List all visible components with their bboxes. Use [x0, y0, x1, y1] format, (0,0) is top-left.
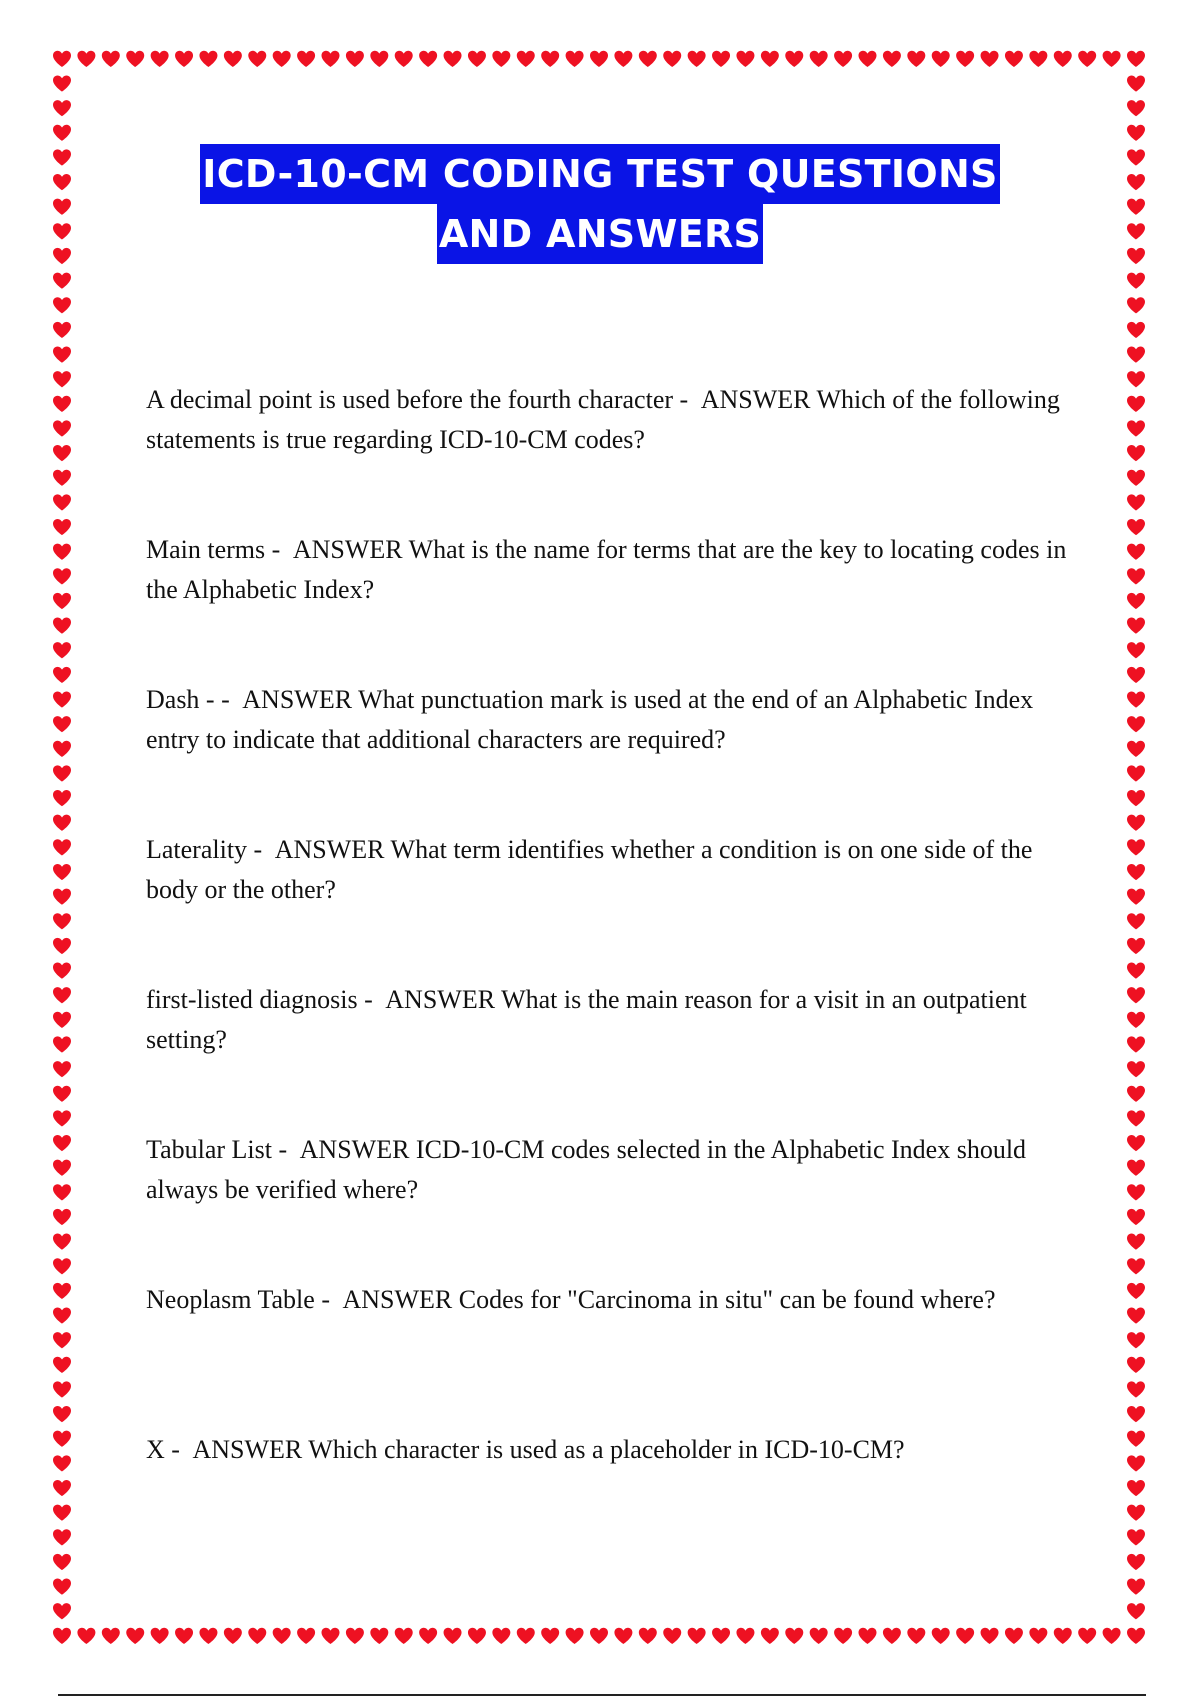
heart-icon	[53, 815, 71, 831]
heart-icon	[1127, 75, 1145, 91]
heart-icon	[1127, 889, 1145, 905]
qa-item	[146, 380, 1076, 460]
heart-icon	[1127, 1455, 1145, 1471]
heart-icon	[1029, 1628, 1047, 1644]
answer-label: ANSWER	[274, 835, 385, 864]
heart-icon	[1127, 470, 1145, 486]
heart-icon	[663, 51, 681, 67]
heart-icon	[1127, 1603, 1145, 1619]
heart-icon	[53, 445, 71, 461]
heart-icon	[53, 839, 71, 855]
heart-icon	[956, 51, 974, 67]
heart-icon	[53, 691, 71, 707]
heart-icon	[53, 1628, 71, 1644]
heart-icon	[1127, 1529, 1145, 1545]
heart-icon	[1127, 125, 1145, 141]
heart-icon	[810, 51, 828, 67]
heart-icon	[53, 987, 71, 1003]
heart-icon	[1078, 1628, 1096, 1644]
heart-icon	[1127, 1554, 1145, 1570]
heart-icon	[224, 51, 242, 67]
answer-label: ANSWER	[292, 535, 403, 564]
qa-term: Laterality -	[146, 835, 263, 864]
qa-item	[146, 1130, 1076, 1210]
heart-icon	[1127, 741, 1145, 757]
heart-icon	[53, 1381, 71, 1397]
qa-question: Codes for "Carcinoma in situ" can be found where?	[458, 1285, 996, 1314]
heart-icon	[53, 1603, 71, 1619]
heart-icon	[53, 1431, 71, 1447]
qa-item	[146, 1430, 1076, 1470]
heart-icon	[77, 1628, 95, 1644]
heart-icon	[1127, 568, 1145, 584]
heart-icon	[1127, 1628, 1145, 1644]
heart-icon	[53, 1283, 71, 1299]
heart-icon	[175, 51, 193, 67]
heart-icon	[322, 1628, 340, 1644]
heart-icon	[1127, 667, 1145, 683]
heart-icon	[297, 51, 315, 67]
heart-icon	[1127, 1184, 1145, 1200]
heart-icon	[590, 1628, 608, 1644]
heart-icon	[370, 51, 388, 67]
heart-icon	[1127, 839, 1145, 855]
heart-icon	[932, 51, 950, 67]
title-line-2: AND ANSWERS	[437, 204, 763, 264]
heart-icon	[322, 51, 340, 67]
heart-icon	[175, 1628, 193, 1644]
heart-icon	[248, 51, 266, 67]
heart-icon	[1127, 1110, 1145, 1126]
heart-icon	[517, 1628, 535, 1644]
heart-icon	[1127, 297, 1145, 313]
heart-icon	[1127, 1012, 1145, 1028]
heart-icon	[736, 51, 754, 67]
heart-icon	[53, 1529, 71, 1545]
answer-label: ANSWER	[700, 385, 811, 414]
heart-icon	[883, 51, 901, 67]
heart-icon	[444, 1628, 462, 1644]
heart-icon	[1127, 593, 1145, 609]
heart-icon	[53, 371, 71, 387]
heart-icon	[1054, 1628, 1072, 1644]
qa-item	[146, 680, 1076, 760]
heart-icon	[53, 642, 71, 658]
heart-icon	[1127, 642, 1145, 658]
heart-icon	[785, 1628, 803, 1644]
answer-label: ANSWER	[192, 1435, 303, 1464]
heart-icon	[1127, 519, 1145, 535]
qa-term: A decimal point is used before the fourth character -	[146, 385, 689, 414]
heart-icon	[444, 51, 462, 67]
qa-item	[146, 980, 1076, 1060]
heart-icon	[761, 1628, 779, 1644]
qa-question: Which of the following statements is true regarding ICD-10-CM codes?	[146, 385, 1060, 454]
heart-icon	[785, 51, 803, 67]
heart-icon	[1127, 420, 1145, 436]
heart-icon	[1127, 1036, 1145, 1052]
heart-icon	[1127, 1480, 1145, 1496]
heart-icon	[53, 51, 71, 67]
heart-icon	[346, 51, 364, 67]
heart-icon	[102, 1628, 120, 1644]
qa-item	[146, 530, 1076, 610]
heart-icon	[1005, 1628, 1023, 1644]
heart-icon	[566, 51, 584, 67]
heart-icon	[53, 1036, 71, 1052]
heart-icon	[1127, 963, 1145, 979]
heart-icon	[248, 1628, 266, 1644]
qa-question: Which character is used as a placeholder in ICD-10-CM?	[308, 1435, 905, 1464]
heart-icon	[468, 51, 486, 67]
heart-icon	[53, 1554, 71, 1570]
qa-question: What punctuation mark is used at the end of an Alphabetic Index entry to indicate that additional characters are required?	[146, 685, 1034, 754]
heart-icon	[395, 1628, 413, 1644]
heart-icon	[1127, 445, 1145, 461]
heart-icon	[1127, 618, 1145, 634]
heart-icon	[1127, 51, 1145, 67]
heart-icon	[53, 1086, 71, 1102]
heart-icon	[761, 51, 779, 67]
heart-icon	[1127, 1061, 1145, 1077]
heart-icon	[1127, 815, 1145, 831]
heart-icon	[1127, 1505, 1145, 1521]
heart-icon	[53, 420, 71, 436]
heart-icon	[688, 51, 706, 67]
qa-question: ICD-10-CM codes selected in the Alphabetic Index should always be verified where?	[146, 1135, 1027, 1204]
heart-icon	[907, 1628, 925, 1644]
heart-icon	[639, 1628, 657, 1644]
heart-icon	[102, 51, 120, 67]
heart-icon	[932, 1628, 950, 1644]
heart-icon	[53, 1505, 71, 1521]
qa-term: first-listed diagnosis -	[146, 985, 373, 1014]
heart-icon	[468, 1628, 486, 1644]
heart-icon	[53, 396, 71, 412]
heart-icon	[1127, 494, 1145, 510]
heart-icon	[688, 1628, 706, 1644]
answer-label: ANSWER	[342, 1285, 453, 1314]
heart-icon	[1127, 100, 1145, 116]
heart-icon	[981, 1628, 999, 1644]
heart-icon	[53, 618, 71, 634]
heart-icon	[541, 1628, 559, 1644]
heart-icon	[712, 1628, 730, 1644]
qa-term: Main terms -	[146, 535, 281, 564]
answer-label: ANSWER	[385, 985, 496, 1014]
heart-icon	[199, 1628, 217, 1644]
answer-label: ANSWER	[299, 1135, 410, 1164]
heart-icon	[517, 51, 535, 67]
heart-icon	[981, 51, 999, 67]
heart-icon	[1127, 864, 1145, 880]
heart-icon	[907, 51, 925, 67]
heart-icon	[53, 1307, 71, 1323]
heart-icon	[53, 913, 71, 929]
heart-icon	[53, 519, 71, 535]
heart-icon	[834, 51, 852, 67]
heart-icon	[53, 273, 71, 289]
heart-icon	[126, 1628, 144, 1644]
heart-icon	[1127, 1283, 1145, 1299]
heart-icon	[1127, 913, 1145, 929]
heart-icon	[53, 322, 71, 338]
heart-icon	[53, 1184, 71, 1200]
heart-icon	[712, 51, 730, 67]
heart-icon	[53, 1258, 71, 1274]
heart-icon	[614, 1628, 632, 1644]
heart-icon	[151, 1628, 169, 1644]
heart-icon	[834, 1628, 852, 1644]
qa-item	[146, 830, 1076, 910]
heart-icon	[199, 51, 217, 67]
heart-icon	[1103, 1628, 1121, 1644]
heart-icon	[53, 938, 71, 954]
heart-icon	[1127, 1234, 1145, 1250]
heart-icon	[859, 1628, 877, 1644]
heart-icon	[614, 51, 632, 67]
heart-icon	[224, 1628, 242, 1644]
heart-icon	[1127, 1381, 1145, 1397]
heart-icon	[1127, 1160, 1145, 1176]
heart-icon	[1127, 1332, 1145, 1348]
heart-icon	[53, 889, 71, 905]
heart-icon	[1127, 1357, 1145, 1373]
heart-icon	[346, 1628, 364, 1644]
qa-question: What is the name for terms that are the key to locating codes in the Alphabetic Index?	[146, 535, 1067, 604]
heart-icon	[1127, 1209, 1145, 1225]
heart-icon	[53, 1579, 71, 1595]
heart-icon	[53, 494, 71, 510]
heart-icon	[53, 790, 71, 806]
heart-icon	[53, 667, 71, 683]
heart-icon	[53, 297, 71, 313]
qa-question: What term identifies whether a condition is on one side of the body or the other?	[146, 835, 1033, 904]
qa-term: Tabular List -	[146, 1135, 288, 1164]
heart-icon	[1127, 691, 1145, 707]
heart-icon	[1054, 51, 1072, 67]
heart-icon	[53, 1332, 71, 1348]
heart-icon	[1078, 51, 1096, 67]
heart-icon	[53, 470, 71, 486]
heart-icon	[53, 1061, 71, 1077]
heart-icon	[1127, 938, 1145, 954]
heart-icon	[395, 51, 413, 67]
heart-icon	[53, 1135, 71, 1151]
heart-icon	[1127, 322, 1145, 338]
heart-icon	[53, 1160, 71, 1176]
heart-icon	[53, 1209, 71, 1225]
heart-icon	[1005, 51, 1023, 67]
title-line-1: ICD-10-CM CODING TEST QUESTIONS	[200, 144, 999, 204]
heart-icon	[492, 1628, 510, 1644]
qa-question: What is the main reason for a visit in an outpatient setting?	[146, 985, 1027, 1054]
heart-icon	[1127, 544, 1145, 560]
heart-icon	[1127, 371, 1145, 387]
heart-icon	[53, 1480, 71, 1496]
answer-label: ANSWER	[242, 685, 353, 714]
heart-icon	[956, 1628, 974, 1644]
heart-icon	[1127, 1406, 1145, 1422]
heart-icon	[419, 1628, 437, 1644]
heart-icon	[1103, 51, 1121, 67]
heart-icon	[53, 741, 71, 757]
heart-icon	[492, 51, 510, 67]
heart-icon	[1127, 716, 1145, 732]
heart-icon	[53, 1406, 71, 1422]
heart-icon	[663, 1628, 681, 1644]
heart-icon	[53, 1455, 71, 1471]
heart-icon	[53, 1357, 71, 1373]
heart-icon	[883, 1628, 901, 1644]
heart-icon	[1127, 987, 1145, 1003]
heart-icon	[53, 593, 71, 609]
heart-icon	[126, 51, 144, 67]
heart-icon	[541, 51, 559, 67]
heart-icon	[1127, 765, 1145, 781]
heart-icon	[639, 51, 657, 67]
heart-icon	[53, 544, 71, 560]
heart-icon	[53, 864, 71, 880]
qa-term: Dash - -	[146, 685, 230, 714]
heart-icon	[273, 1628, 291, 1644]
bottom-rule	[58, 1694, 1146, 1696]
heart-icon	[53, 1234, 71, 1250]
heart-icon	[566, 1628, 584, 1644]
heart-icon	[590, 51, 608, 67]
heart-icon	[53, 963, 71, 979]
heart-icon	[419, 51, 437, 67]
qa-term: X -	[146, 1435, 180, 1464]
heart-icon	[859, 51, 877, 67]
heart-icon	[1127, 790, 1145, 806]
heart-icon	[810, 1628, 828, 1644]
heart-icon	[1127, 273, 1145, 289]
heart-icon	[53, 346, 71, 362]
heart-icon	[53, 75, 71, 91]
document-title	[0, 144, 1200, 264]
heart-icon	[53, 100, 71, 116]
heart-icon	[53, 125, 71, 141]
heart-icon	[370, 1628, 388, 1644]
heart-icon	[1127, 1307, 1145, 1323]
heart-icon	[1127, 346, 1145, 362]
heart-icon	[1127, 396, 1145, 412]
heart-icon	[736, 1628, 754, 1644]
qa-term: Neoplasm Table -	[146, 1285, 330, 1314]
heart-icon	[273, 51, 291, 67]
heart-icon	[77, 51, 95, 67]
heart-icon	[297, 1628, 315, 1644]
heart-icon	[53, 1012, 71, 1028]
heart-icon	[53, 568, 71, 584]
heart-icon	[53, 1110, 71, 1126]
heart-icon	[1127, 1579, 1145, 1595]
heart-icon	[1127, 1086, 1145, 1102]
heart-icon	[1127, 1431, 1145, 1447]
qa-item	[146, 1280, 1076, 1320]
heart-icon	[53, 765, 71, 781]
heart-icon	[53, 716, 71, 732]
heart-icon	[151, 51, 169, 67]
heart-icon	[1127, 1258, 1145, 1274]
heart-icon	[1029, 51, 1047, 67]
heart-icon	[1127, 1135, 1145, 1151]
